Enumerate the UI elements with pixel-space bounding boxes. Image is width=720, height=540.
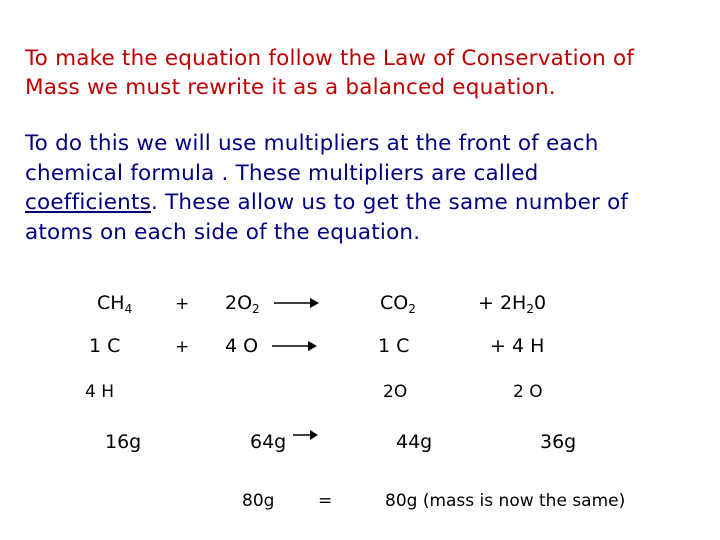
intro-line-2: Mass we must rewrite it as a balanced equation.: [25, 75, 556, 100]
explanation-line-4: atoms on each side of the equation.: [25, 219, 421, 245]
atoms-product1-o: 2O: [383, 382, 408, 402]
atoms-reactant1-h: 4 H: [85, 382, 115, 402]
atoms-product2-o: 2 O: [513, 382, 543, 402]
total-reactants: 80g: [242, 491, 275, 511]
mass-ch4: 16g: [105, 431, 142, 453]
explanation-text: [25, 129, 715, 247]
intro-text: [25, 44, 715, 102]
mass-arrow-icon: [293, 428, 319, 442]
reactant-ch4: $CH_4$: [97, 292, 133, 316]
product-h2o: + $2H_20$: [478, 292, 547, 316]
equals-sign: =: [318, 491, 333, 511]
atoms-product2-h: + 4 H: [490, 335, 545, 357]
product-co2: $CO_2$: [380, 292, 416, 316]
equation-plus: +: [175, 294, 190, 314]
explanation-line-3-rest: . These allow us to get the same number of: [151, 190, 629, 215]
explanation-line-3: [25, 188, 715, 218]
atoms-product1-c: 1 C: [378, 335, 410, 357]
mass-h2o: 36g: [540, 431, 577, 453]
intro-line-1: To make the equation follow the Law of Conservation of: [25, 46, 635, 71]
total-products: 80g (mass is now the same): [385, 491, 626, 511]
atoms-reactant1-c: 1 C: [89, 335, 121, 357]
coefficients-term: coefficients: [25, 190, 151, 215]
explanation-line-2: chemical formula . These multipliers are called: [25, 160, 539, 186]
mass-co2: 44g: [396, 431, 433, 453]
reaction-arrow-icon: [274, 296, 320, 310]
reactant-o2: $2O_2$: [225, 292, 260, 316]
explanation-line-1: To do this we will use multipliers at the front of each: [25, 131, 599, 156]
mass-o2: 64g: [250, 431, 287, 453]
atoms-reactant2-o: 4 O: [225, 335, 259, 357]
atoms-plus: +: [175, 337, 190, 357]
atoms-arrow-icon: [272, 339, 318, 353]
